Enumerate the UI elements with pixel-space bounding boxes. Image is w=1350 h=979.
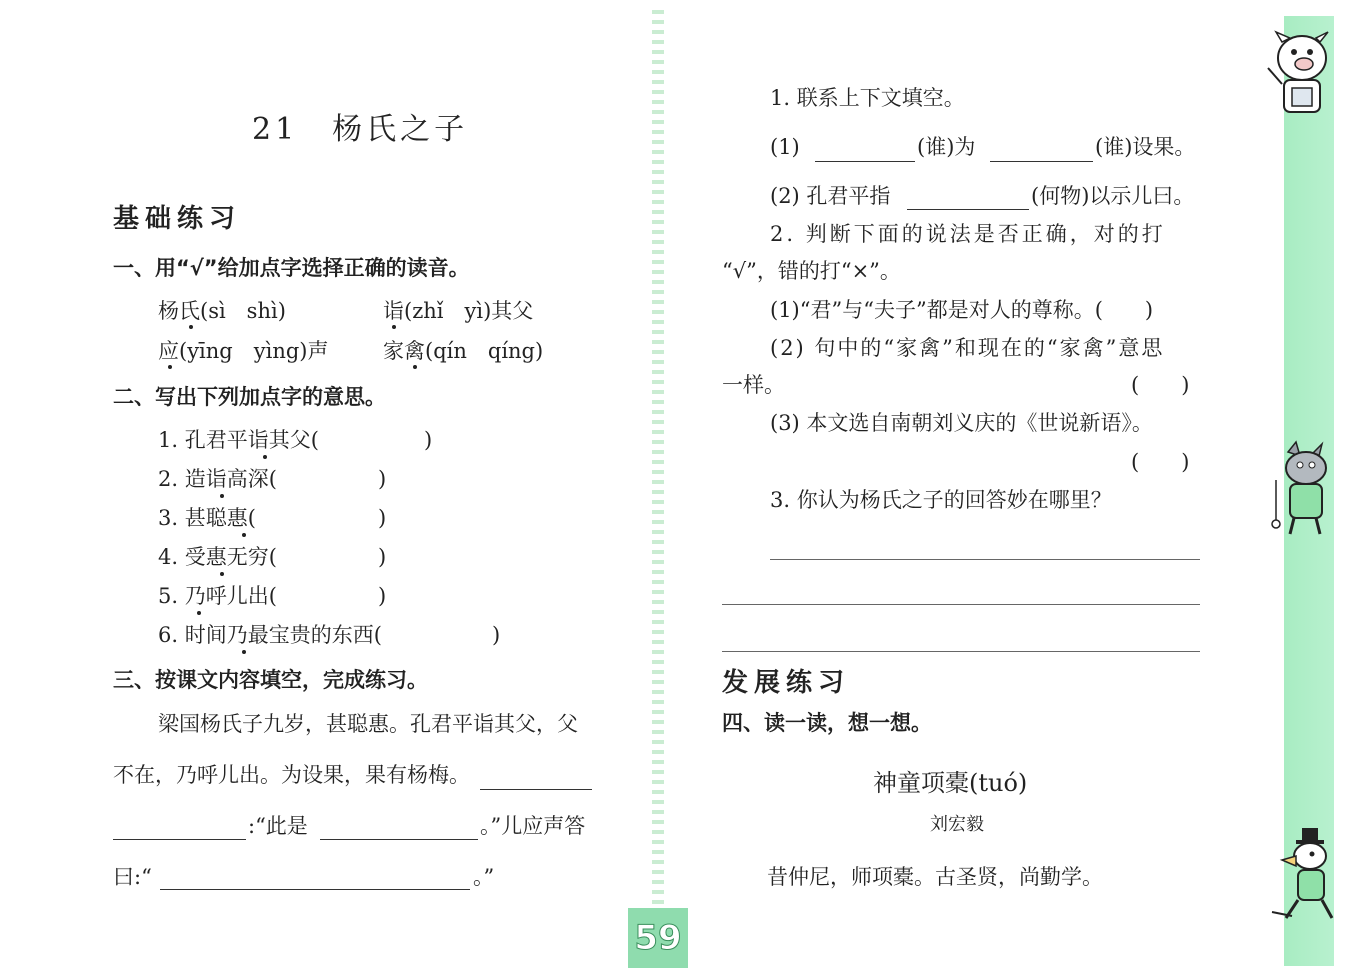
q3-passage-line-4b: 。” xyxy=(473,865,495,889)
q2-item-6: 6. 时间乃最宝贵的东西( xyxy=(158,623,382,647)
r-s3-prompt: 3. 你认为杨氏之子的回答妙在哪里？ xyxy=(770,488,1112,512)
q3-blank-1[interactable] xyxy=(480,788,592,790)
duck-mascot-icon xyxy=(1262,826,1342,926)
q2-item-5: 5. 乃呼儿出( xyxy=(158,584,277,608)
r-s2-item-3: (3) 本文选自南朝刘义庆的《世说新语》。 xyxy=(770,411,1153,435)
r-s2-item-2: (2) 句中的“家禽”和现在的“家禽”意思 xyxy=(770,336,1165,360)
q2-item-6-close: ) xyxy=(492,623,501,647)
q1-option-3: 应(yīng yìng)声 xyxy=(158,339,329,363)
q2-item-3: 3. 甚聪惠( xyxy=(158,506,256,530)
r-s1-2-end: (何物)以示儿曰。 xyxy=(1031,184,1195,208)
r-s1-1-label: (1) xyxy=(770,135,800,159)
emphasis-dot xyxy=(263,455,267,459)
emphasis-dot xyxy=(197,611,201,615)
r-s1-1-end: (谁)设果。 xyxy=(1095,135,1196,159)
section-basic-practice: 基础练习 xyxy=(113,204,242,234)
q3-blank-4[interactable] xyxy=(160,888,470,890)
q2-item-4: 4. 受惠无穷( xyxy=(158,545,277,569)
r-s2-item-2-cont: 一样。 xyxy=(722,373,785,397)
lesson-title: 21 杨氏之子 xyxy=(252,112,469,147)
r-s2-prompt-1: 2. 判断下面的说法是否正确，对的打 xyxy=(770,222,1166,246)
emphasis-dot xyxy=(168,365,172,369)
q3-passage-line-2: 不在，乃呼儿出。为设果，果有杨梅。 xyxy=(113,763,470,787)
pig-mascot-icon xyxy=(1258,28,1338,123)
emphasis-dot xyxy=(189,325,193,329)
q3-passage-line-3a: :“此是 xyxy=(248,814,308,838)
r-s1-1-blank-1[interactable] xyxy=(815,160,915,162)
q2-item-2-close: ) xyxy=(378,467,387,491)
q1-option-4: 家禽(qín qíng) xyxy=(383,339,544,363)
answer-line-3[interactable] xyxy=(722,650,1200,652)
q2-item-1-close: ) xyxy=(424,428,433,452)
r-s1-prompt: 1. 联系上下文填空。 xyxy=(770,86,965,110)
q1-option-2: 诣(zhǐ yì)其父 xyxy=(383,299,534,323)
q3-prompt: 三、按课文内容填空，完成练习。 xyxy=(113,668,428,692)
q3-blank-2[interactable] xyxy=(113,838,246,840)
q2-item-1: 1. 孔君平诣其父( xyxy=(158,428,319,452)
q3-passage-line-1: 梁国杨氏子九岁，甚聪惠。孔君平诣其父，父 xyxy=(158,712,578,736)
r-s1-1-mid: (谁)为 xyxy=(917,135,976,159)
q3-blank-3[interactable] xyxy=(320,838,478,840)
r-s2-item-1: (1)“君”与“夫子”都是对人的尊称。( ) xyxy=(770,298,1154,322)
q1-option-1: 杨氏(sì shì) xyxy=(158,299,286,323)
page-gutter xyxy=(652,10,664,910)
emphasis-dot xyxy=(242,650,246,654)
q3-passage-line-3b: 。”儿应声答 xyxy=(480,814,586,838)
page-number: 59 xyxy=(628,908,688,968)
r-s2-item-2-parens[interactable]: ( ) xyxy=(1131,373,1190,397)
emphasis-dot xyxy=(220,572,224,576)
wolf-mascot-icon xyxy=(1262,440,1342,540)
q3-passage-line-4a: 曰:“ xyxy=(113,865,152,889)
answer-line-1[interactable] xyxy=(770,558,1200,560)
r-s1-2-start: (2) 孔君平指 xyxy=(770,184,891,208)
q2-item-5-close: ) xyxy=(378,584,387,608)
section-development-practice: 发展练习 xyxy=(722,668,851,698)
r-s2-prompt-2: “√”，错的打“×”。 xyxy=(722,259,901,283)
emphasis-dot xyxy=(392,325,396,329)
r-s1-1-blank-2[interactable] xyxy=(990,160,1093,162)
emphasis-dot xyxy=(220,494,224,498)
emphasis-dot xyxy=(413,365,417,369)
q2-item-4-close: ) xyxy=(378,545,387,569)
q2-item-2: 2. 造诣高深( xyxy=(158,467,277,491)
q4-prompt: 四、读一读，想一想。 xyxy=(722,711,932,735)
answer-line-2[interactable] xyxy=(722,603,1200,605)
q2-item-3-close: ) xyxy=(378,506,387,530)
r-s1-2-blank[interactable] xyxy=(907,208,1029,210)
poem-line-1: 昔仲尼，师项橐。古圣贤，尚勤学。 xyxy=(767,865,1103,889)
q1-prompt: 一、用“√”给加点字选择正确的读音。 xyxy=(113,256,470,280)
r-s2-item-3-parens[interactable]: ( ) xyxy=(1131,450,1190,474)
emphasis-dot xyxy=(242,533,246,537)
poem-title: 神童项橐(tuó) xyxy=(873,769,1028,797)
poem-author: 刘宏毅 xyxy=(930,814,984,835)
q2-prompt: 二、写出下列加点字的意思。 xyxy=(113,385,386,409)
